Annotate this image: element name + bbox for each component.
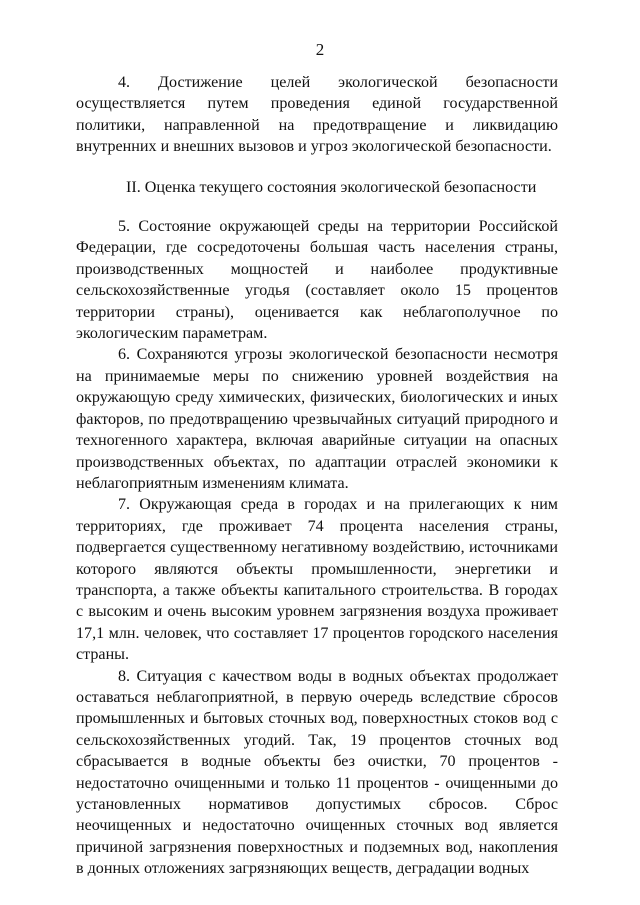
paragraph-7: 7. Окружающая среда в городах и на прилегающих к ним территориях, где проживает 74 процента населения страны, подвергается существенному негативному воздействию, источниками которого являются объекты промышленности, энергетики и транспорта, а также объекты капитального строительства. В городах с высоким и очень высоким уровнем загрязнения воздуха проживает 17,1 млн. человек, что составляет 17 процентов городского населения страны. [76,496,558,664]
paragraph-8: 8. Ситуация с качеством воды в водных объектах продолжает оставаться неблагоприятной, в первую очередь вследствие сбросов промышленных и бытовых сточных вод, поверхностных стоков вод с сельскохозяйственных угодий. Так, 19 процентов сточных вод сбрасывается в водные объекты без очистки, 70 процентов - недостаточно очищенными и только 11 процентов - очищенными до установленных нормативов допустимых сбросов. Сброс неочищенных и недостаточно очищенных сточных вод является причиной загрязнения поверхностных и подземных вод, накопления в донных отложениях загрязняющих веществ, деградации водных [76,667,558,878]
page-number: 2 [315,40,325,59]
paragraph-6: 6. Сохраняются угрозы экологической безопасности несмотря на принимаемые меры по снижению уровней воздействия на окружающую среду химических, физических, биологических и иных факторов, по предотвращению чрезвычайных ситуаций природного и техногенного характера, включая аварийные ситуации на опасных производственных объектах, по адаптации отраслей экономики к неблагоприятным изменениям климата. [76,346,558,492]
paragraph-4: 4. Достижение целей экологической безопасности осуществляется путем проведения единой государственной политики, направленной на предотвращение и ликвидацию внутренних и внешних вызовов и угроз экологической безопасности. [76,74,558,156]
document-body [76,72,558,880]
paragraph-5: 5. Состояние окружающей среды на территории Российской Федерации, где сосредоточены большая часть населения страны, производственных мощностей и наиболее продуктивные сельскохозяйственные угодья (составляет около 15 процентов территории страны), оценивается как неблагополучное по экологическим параметрам. [76,218,558,343]
section-heading: II. Оценка текущего состояния экологической безопасности [126,178,537,196]
